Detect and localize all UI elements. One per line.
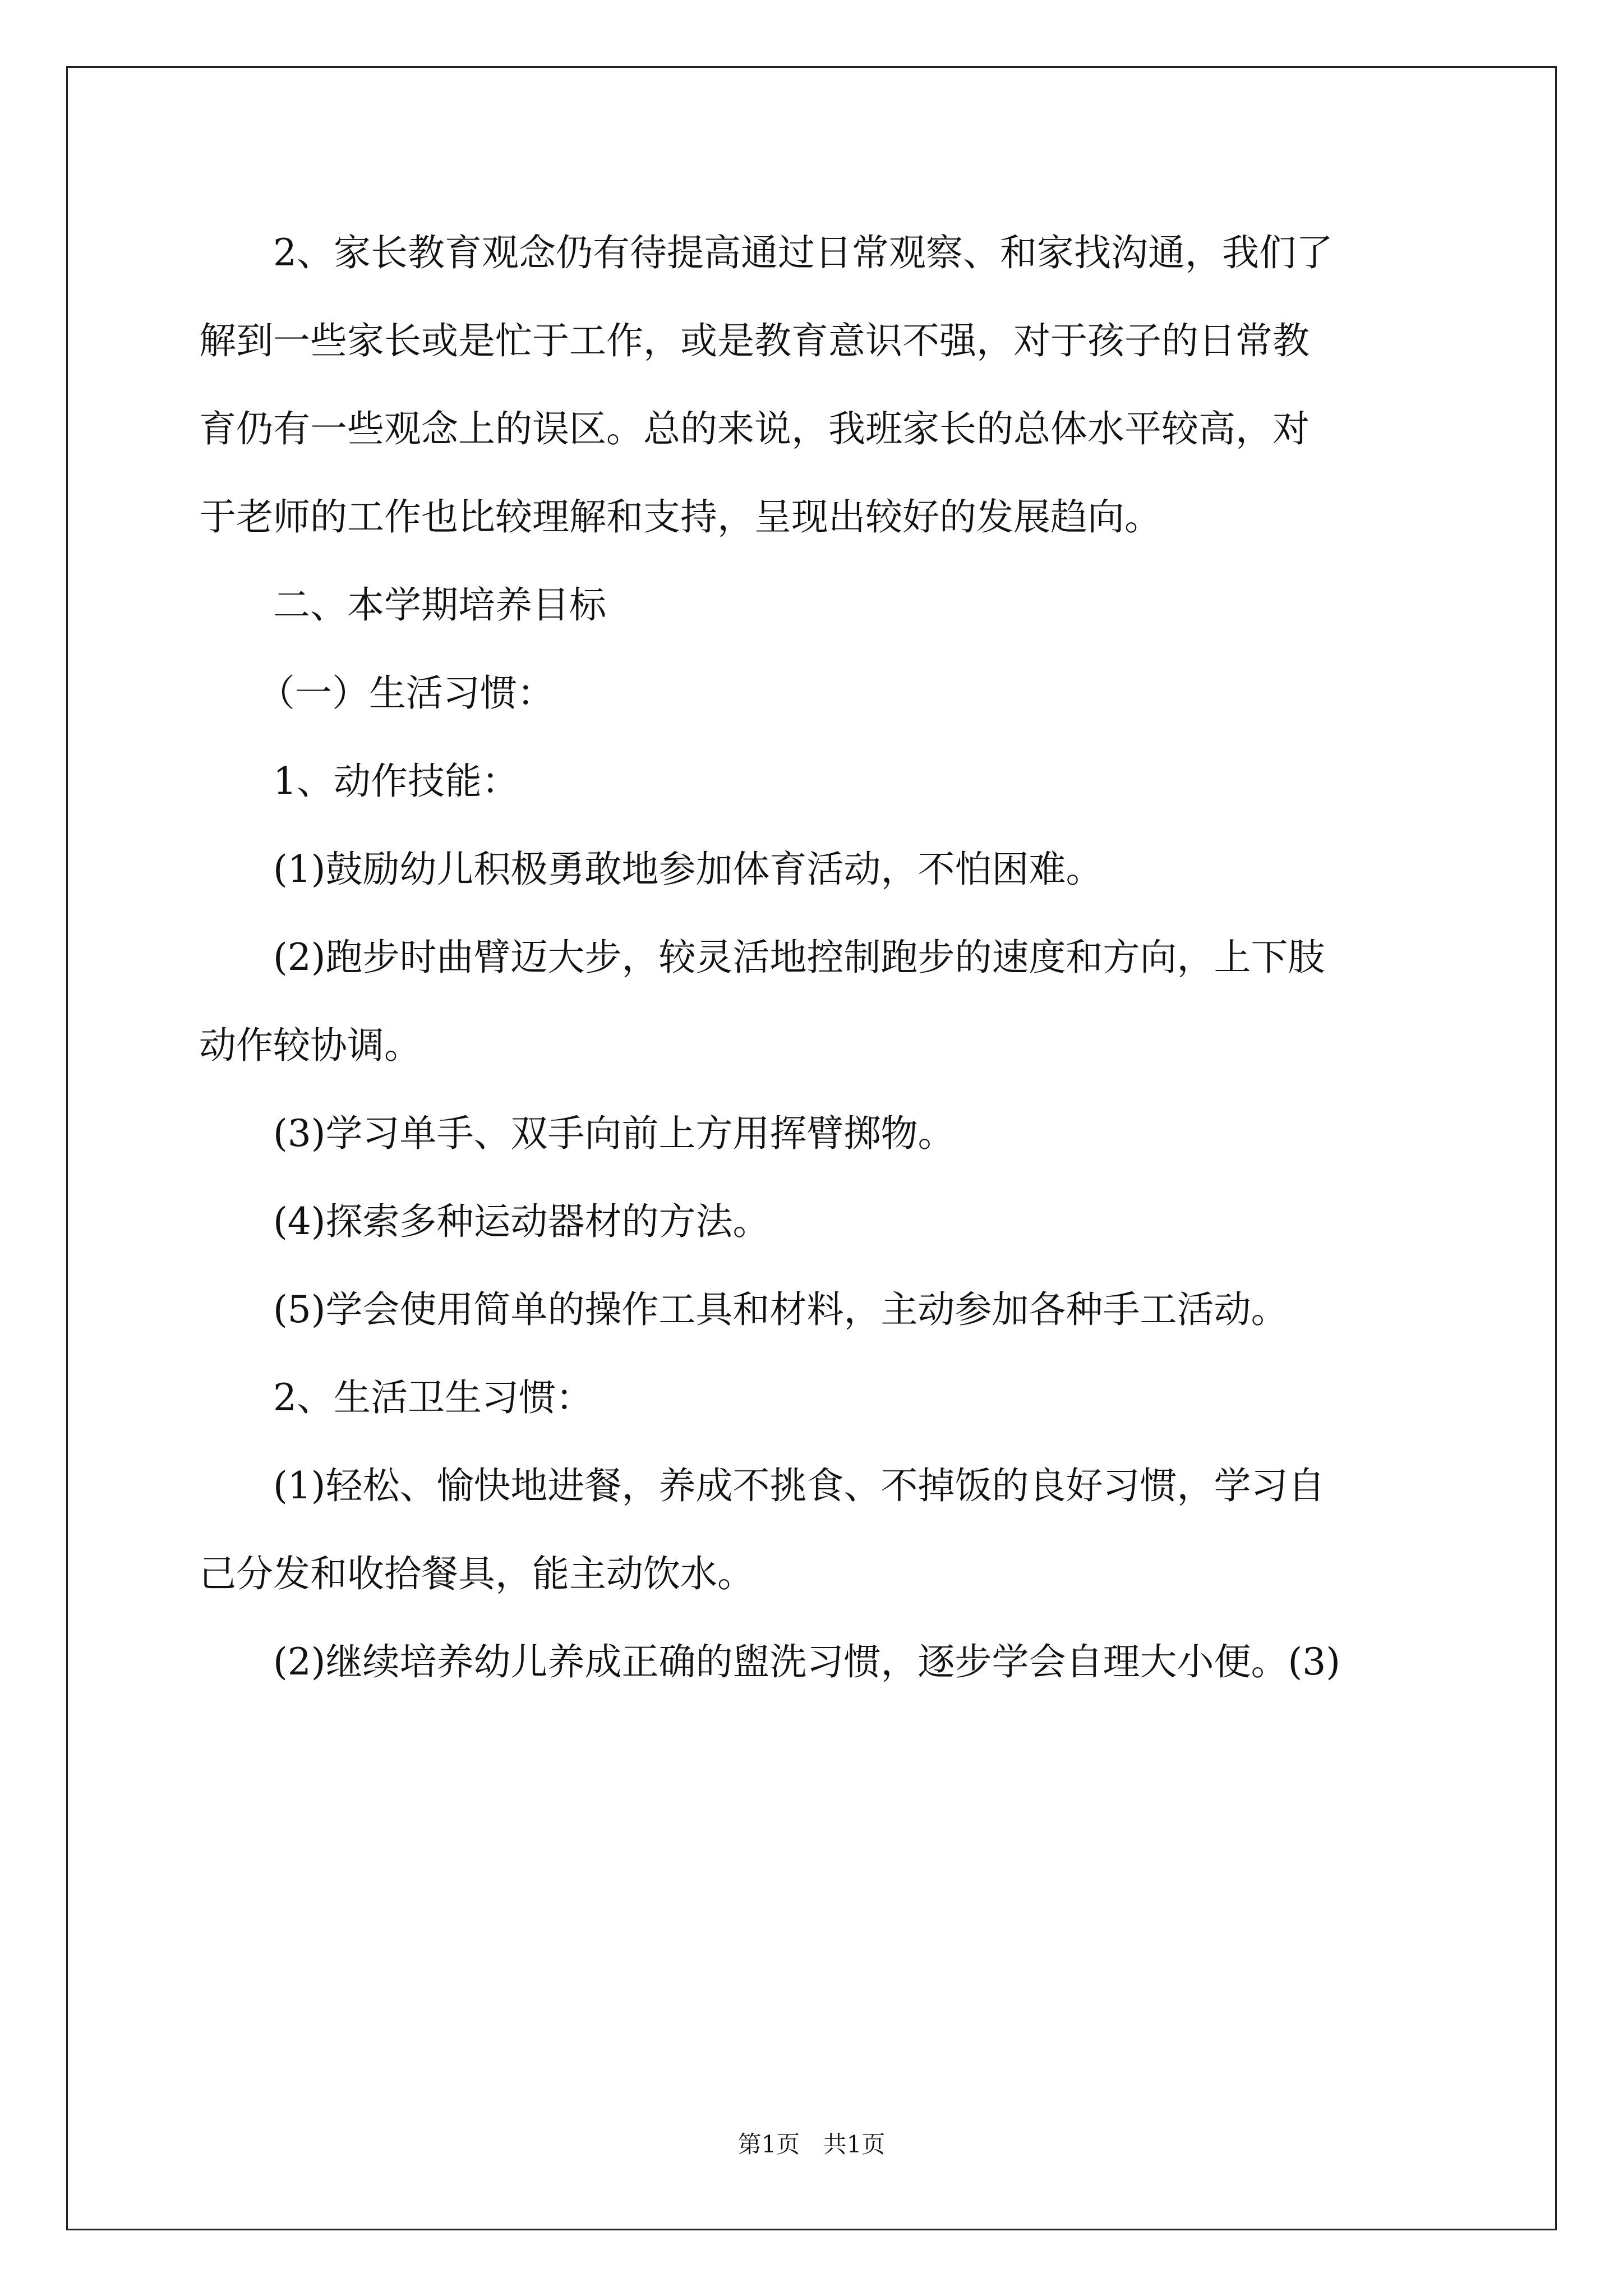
list-item: [199, 825, 1427, 913]
text-line: 2、家长教育观念仍有待提高通过日常观察、和家找沟通，我们了: [273, 231, 1333, 274]
text-line: (2)跑步时曲臂迈大步，较灵活地控制跑步的速度和方向，上下肢: [273, 936, 1325, 979]
list-item: [199, 913, 1427, 1089]
text-line: (5)学会使用简单的操作工具和材料，主动参加各种手工活动。: [273, 1288, 1288, 1331]
text-line: 2、生活卫生习惯：: [273, 1376, 593, 1419]
text-line: 二、本学期培养目标: [273, 583, 606, 627]
page-footer: [0, 2128, 1623, 2161]
heading-life-habits: [199, 649, 1427, 737]
list-item: [199, 1089, 1427, 1177]
text-line: (4)探索多种运动器材的方法。: [273, 1200, 770, 1243]
heading-motor-skills: [199, 737, 1427, 825]
page-total: 共1页: [823, 2131, 886, 2158]
text-line: (3)学习单手、双手向前上方用挥臂掷物。: [273, 1112, 955, 1155]
text-line: (1)鼓励幼儿积极勇敢地参加体育活动，不怕困难。: [273, 848, 1103, 891]
page-number: 第1页: [737, 2131, 800, 2158]
text-line: 于老师的工作也比较理解和支持，呈现出较好的发展趋向。: [199, 495, 1161, 539]
text-line: 1、动作技能：: [273, 760, 519, 803]
text-line: （一）生活习惯：: [258, 671, 554, 715]
text-line: 己分发和收拾餐具，能主动饮水。: [199, 1552, 754, 1595]
text-line: 解到一些家长或是忙于工作，或是教育意识不强，对于孩子的日常教: [199, 319, 1310, 362]
heading-hygiene-habits: [199, 1354, 1427, 1442]
heading-training-goals: [199, 561, 1427, 649]
text-line: 育仍有一些观念上的误区。总的来说，我班家长的总体水平较高，对: [199, 407, 1310, 450]
paragraph-parent-concept: [199, 209, 1427, 561]
document-body: [199, 209, 1427, 1706]
text-line: (1)轻松、愉快地进餐，养成不挑食、不掉饭的良好习惯，学习自: [273, 1464, 1325, 1507]
text-line: (2)继续培养幼儿养成正确的盥洗习惯，逐步学会自理大小便。(3): [273, 1640, 1340, 1683]
list-item: [199, 1618, 1427, 1706]
text-line: 动作较协调。: [199, 1024, 421, 1067]
list-item: [199, 1266, 1427, 1354]
list-item: [199, 1442, 1427, 1618]
list-item: [199, 1177, 1427, 1266]
